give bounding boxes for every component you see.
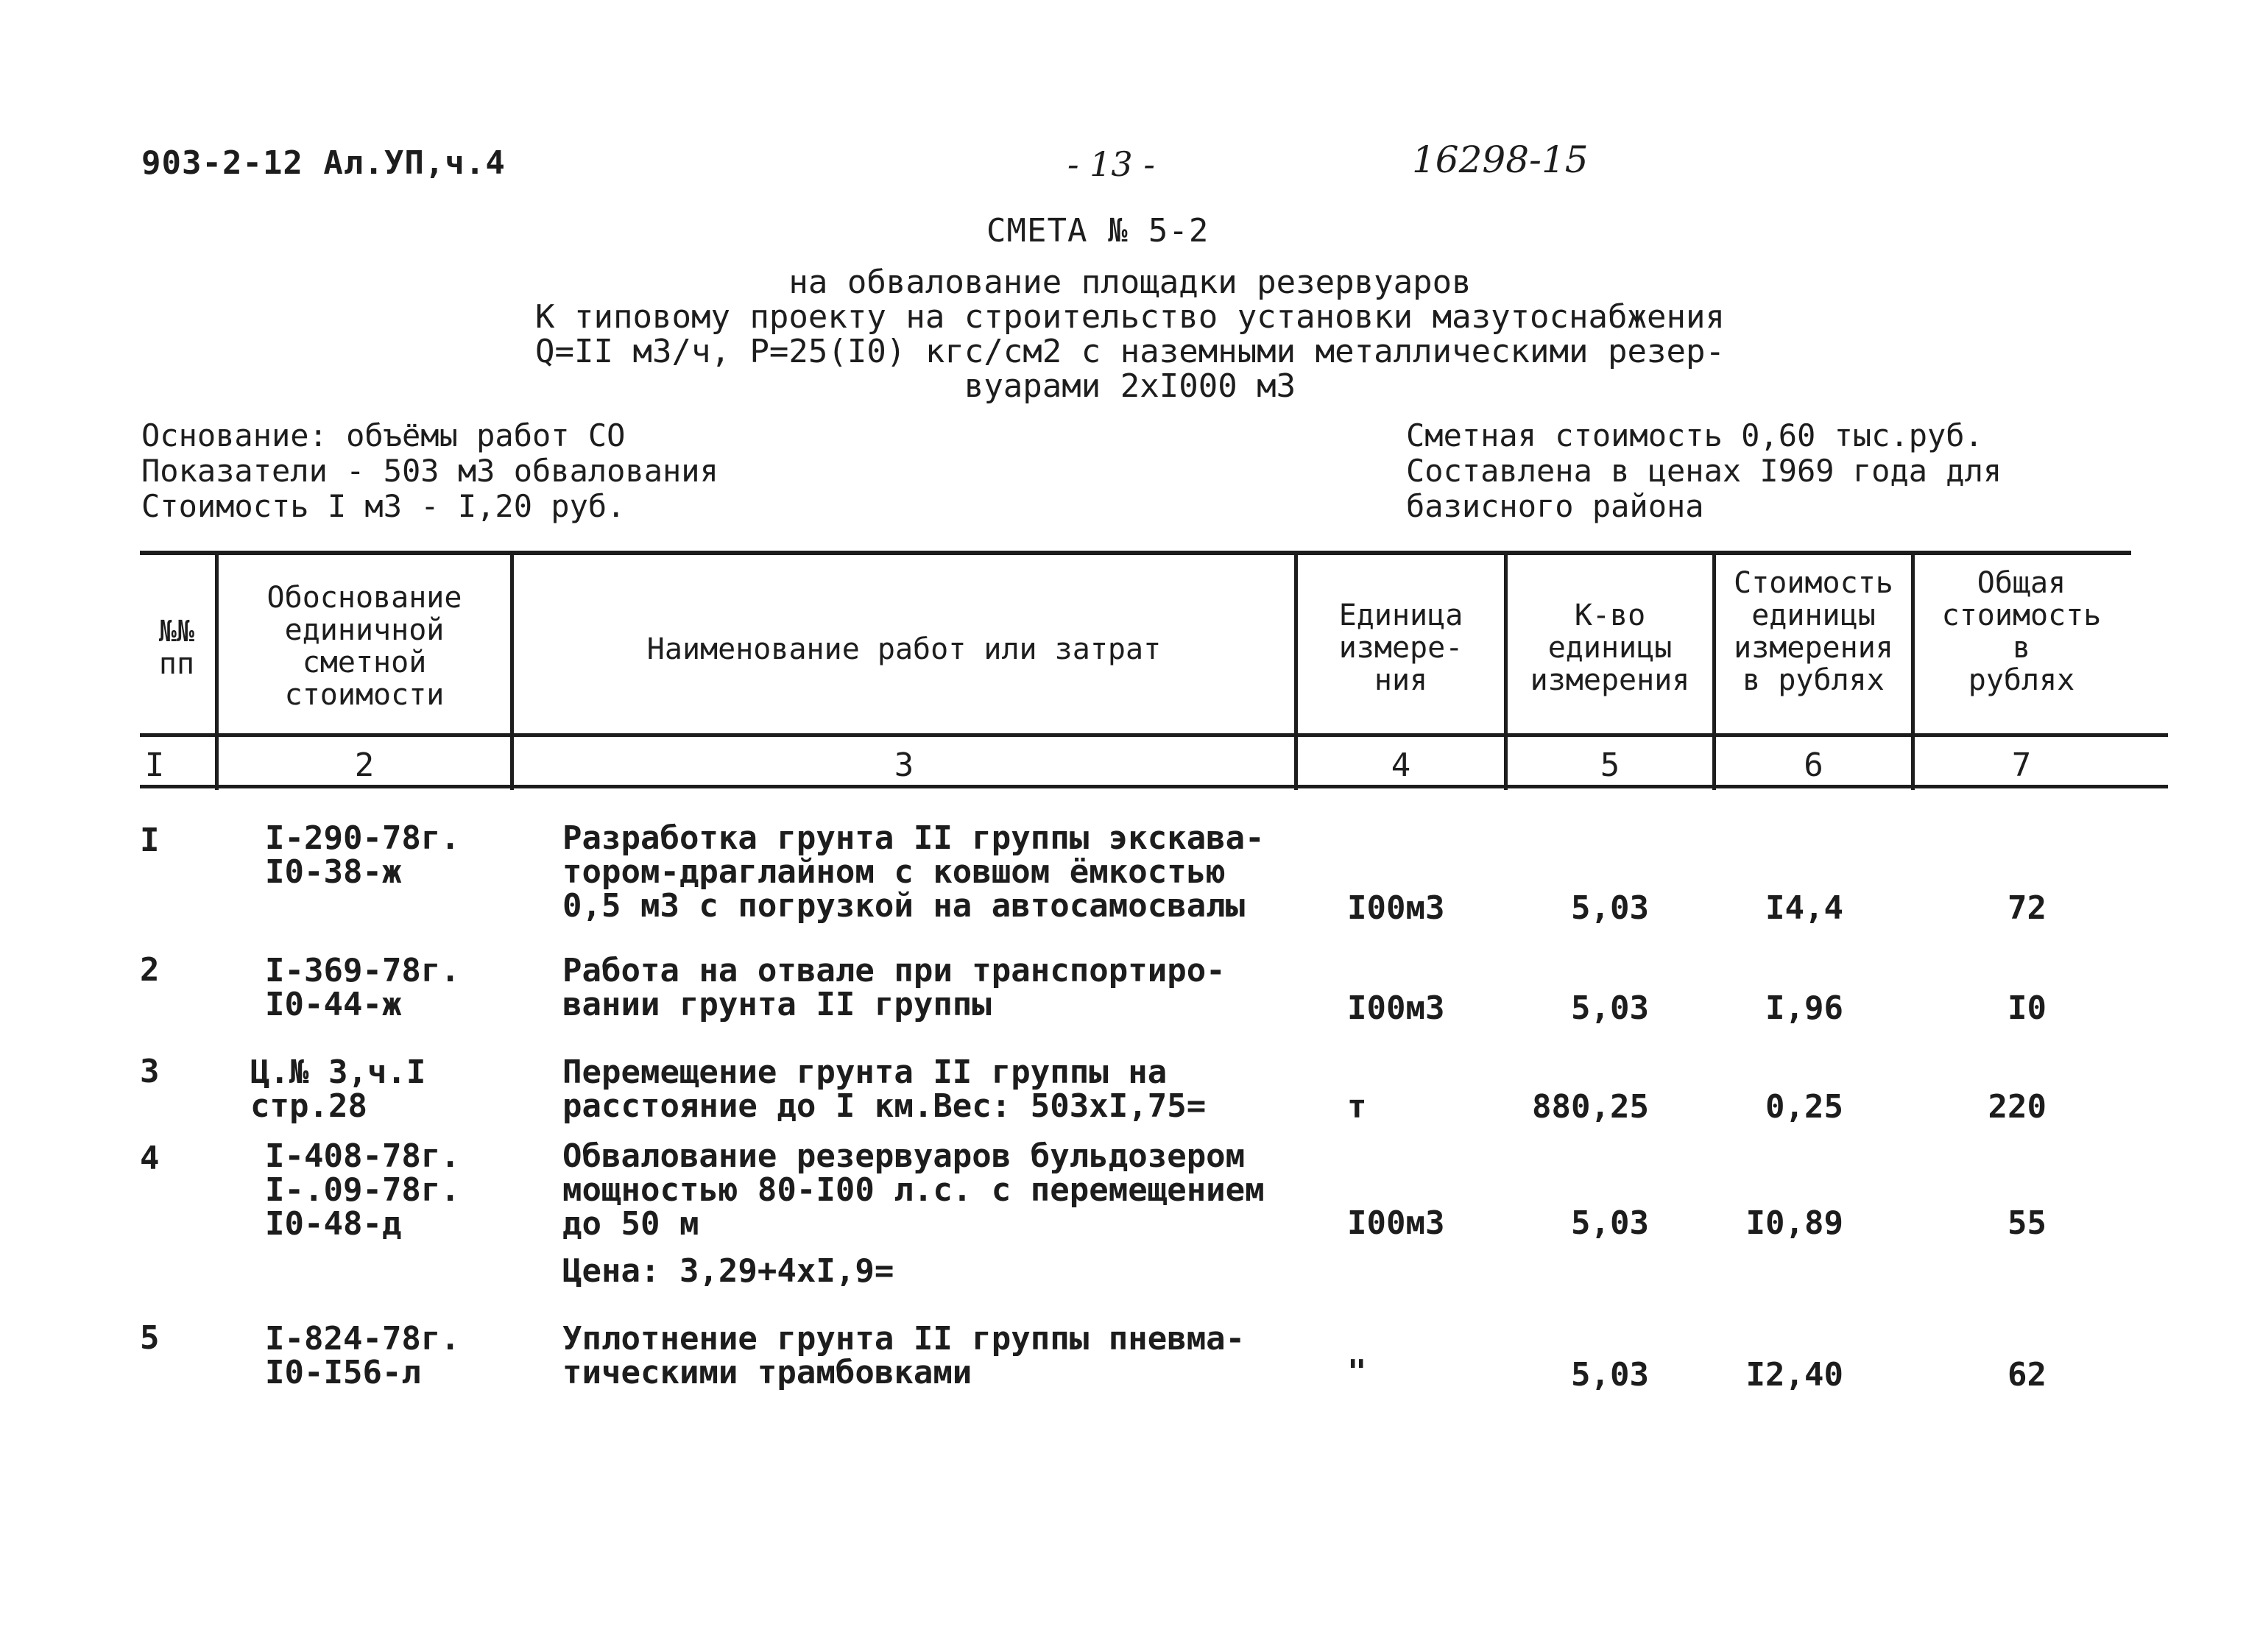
colnum-bottom-rule bbox=[140, 785, 2168, 788]
row-work-name bbox=[562, 954, 1226, 1022]
header-text: единицы bbox=[1547, 631, 1673, 665]
header-text: измере- bbox=[1338, 631, 1463, 665]
work-text: Уплотнение грунта II группы пневма- bbox=[562, 1320, 1246, 1358]
work-text: тическими трамбовками bbox=[562, 1354, 972, 1391]
header-col-quantity bbox=[1508, 599, 1712, 696]
work-text: Перемещение грунта II группы на bbox=[562, 1053, 1168, 1091]
header-text: ния bbox=[1374, 663, 1428, 697]
row-unit: т bbox=[1347, 1088, 1367, 1126]
header-col-unit-cost bbox=[1716, 567, 1911, 696]
row-quantity: 5,03 bbox=[1571, 1204, 1649, 1242]
row-work-name bbox=[562, 1137, 1265, 1243]
cost-summary-block bbox=[1406, 418, 2002, 524]
basis-text: I-408-78г. bbox=[265, 1137, 460, 1175]
basis-text: I0-48-д bbox=[265, 1205, 402, 1243]
row-basis bbox=[265, 819, 460, 891]
work-text: Обвалование резервуаров бульдозером bbox=[562, 1137, 1246, 1175]
basis-line: Основание: объёмы работ СО bbox=[141, 417, 626, 453]
row-total: 72 bbox=[2007, 889, 2047, 927]
row-unit: I00м3 bbox=[1347, 889, 1445, 927]
work-text: Разработка грунта II группы экскава- bbox=[562, 819, 1265, 857]
column-number: 7 bbox=[2011, 746, 2032, 784]
row-unit-cost: I2,40 bbox=[1745, 1356, 1843, 1394]
row-unit: " bbox=[1347, 1353, 1367, 1391]
column-number: 2 bbox=[354, 746, 375, 784]
row-unit-cost: I4,4 bbox=[1765, 889, 1843, 927]
row-number: I bbox=[140, 822, 160, 859]
row-work-name bbox=[562, 1053, 1207, 1125]
work-text: 0,5 м3 с погрузкой на автосамосвалы bbox=[562, 887, 1246, 925]
row-total: 220 bbox=[1988, 1088, 2047, 1126]
table-top-rule bbox=[140, 551, 2131, 555]
header-text: рублях bbox=[1968, 663, 2075, 697]
basis-text: Ц.№ 3,ч.I bbox=[250, 1053, 426, 1091]
row-basis bbox=[265, 1322, 460, 1390]
work-text: Работа на отвале при транспортиро- bbox=[562, 952, 1226, 989]
basis-text: I0-44-ж bbox=[265, 986, 402, 1023]
cost-summary-line: базисного района bbox=[1406, 488, 1704, 524]
row-quantity: 5,03 bbox=[1571, 1356, 1649, 1394]
row-number: 2 bbox=[140, 951, 160, 989]
row-work-name bbox=[562, 819, 1265, 925]
basis-text: стр.28 bbox=[250, 1087, 367, 1125]
row-number: 4 bbox=[140, 1140, 160, 1177]
row-number: 5 bbox=[140, 1319, 160, 1357]
row-unit: I00м3 bbox=[1347, 1204, 1445, 1242]
header-col-total-cost bbox=[1915, 567, 2128, 696]
basis-text: I-.09-78г. bbox=[265, 1171, 460, 1209]
header-col-unit bbox=[1298, 599, 1504, 696]
header-text: Наименование работ или затрат bbox=[646, 632, 1162, 666]
basis-text: I-369-78г. bbox=[265, 952, 460, 989]
header-text: измерения bbox=[1530, 663, 1690, 697]
row-unit-cost: I0,89 bbox=[1745, 1204, 1843, 1242]
column-number: 5 bbox=[1600, 746, 1620, 784]
header-text: в рублях bbox=[1742, 663, 1885, 697]
work-text: мощностью 80-I00 л.с. с перемещением bbox=[562, 1171, 1265, 1209]
row-quantity: 5,03 bbox=[1571, 889, 1649, 927]
cost-summary-line: Сметная стоимость 0,60 тыс.руб. bbox=[1406, 417, 1983, 453]
row-total: I0 bbox=[2007, 989, 2047, 1027]
header-text: сметной bbox=[302, 646, 427, 679]
row-price-note: Цена: 3,29+4хI,9= bbox=[562, 1252, 894, 1290]
subtitle-line: на обвалование площадки резервуаров bbox=[788, 264, 1472, 301]
column-number: 4 bbox=[1391, 746, 1411, 784]
row-total: 62 bbox=[2007, 1356, 2047, 1394]
row-unit: I00м3 bbox=[1347, 989, 1445, 1027]
document-number: 16298-15 bbox=[1412, 138, 1589, 181]
row-work-name bbox=[562, 1322, 1245, 1390]
row-unit-cost: 0,25 bbox=[1765, 1088, 1843, 1126]
row-total: 55 bbox=[2007, 1204, 2047, 1242]
header-text: К-во bbox=[1574, 599, 1646, 632]
column-number: I bbox=[144, 746, 165, 784]
row-basis bbox=[265, 954, 460, 1022]
header-text: Стоимость bbox=[1734, 566, 1893, 600]
header-text: стоимость bbox=[1941, 599, 2102, 632]
subtitle-line: К типовому проекту на строительство установки мазутоснабжения bbox=[535, 298, 1725, 336]
column-number: 6 bbox=[1804, 746, 1823, 784]
header-text: единичной bbox=[284, 613, 445, 647]
basis-text: I0-I56-л bbox=[265, 1354, 421, 1391]
basis-line: Показатели - 503 м3 обвалования bbox=[141, 453, 718, 489]
basis-text: I-824-78г. bbox=[265, 1320, 460, 1358]
header-text: стоимости bbox=[284, 678, 445, 712]
subtitle-line: Q=II м3/ч, Р=25(I0) кгс/см2 с наземными металлическими резер- bbox=[535, 333, 1725, 370]
header-col-number bbox=[140, 615, 213, 680]
work-text: тором-драглайном с ковшом ёмкостью bbox=[562, 853, 1226, 891]
basis-text: I0-38-ж bbox=[265, 853, 402, 891]
subtitle-line: вуарами 2хI000 м3 bbox=[964, 367, 1296, 405]
work-text: расстояние до I км.Вес: 503хI,75= bbox=[562, 1087, 1207, 1125]
row-unit-cost: I,96 bbox=[1765, 989, 1843, 1027]
header-text: Обоснование bbox=[266, 581, 462, 615]
header-text: Общая bbox=[1977, 566, 2066, 600]
work-text: до 50 м bbox=[562, 1205, 699, 1243]
header-col-basis bbox=[219, 582, 510, 711]
estimate-subtitle bbox=[0, 265, 2260, 403]
row-quantity: 5,03 bbox=[1571, 989, 1649, 1027]
row-basis bbox=[265, 1137, 460, 1243]
row-basis bbox=[250, 1053, 426, 1125]
column-number: 3 bbox=[894, 746, 914, 784]
basis-line: Стоимость I м3 - I,20 руб. bbox=[141, 488, 626, 524]
page-number: - 13 - bbox=[1067, 144, 1155, 184]
estimate-title: СМЕТА № 5-2 bbox=[986, 212, 1210, 250]
basis-text: I-290-78г. bbox=[265, 819, 460, 857]
header-text: №№ bbox=[158, 615, 195, 649]
header-text: пп bbox=[158, 647, 195, 681]
header-text: в bbox=[2012, 631, 2031, 665]
row-number: 3 bbox=[140, 1053, 160, 1090]
header-text: единицы bbox=[1751, 599, 1876, 632]
row-quantity: 880,25 bbox=[1532, 1088, 1649, 1126]
header-col-name bbox=[514, 633, 1294, 666]
work-text: вании грунта II группы bbox=[562, 986, 992, 1023]
header-text: измерения bbox=[1734, 631, 1893, 665]
document-code: 903-2-12 Ал.УП,ч.4 bbox=[141, 144, 506, 182]
cost-summary-line: Составлена в ценах I969 года для bbox=[1406, 453, 2002, 489]
basis-block bbox=[141, 418, 718, 524]
header-bottom-rule bbox=[140, 733, 2168, 737]
header-text: Единица bbox=[1338, 599, 1463, 632]
